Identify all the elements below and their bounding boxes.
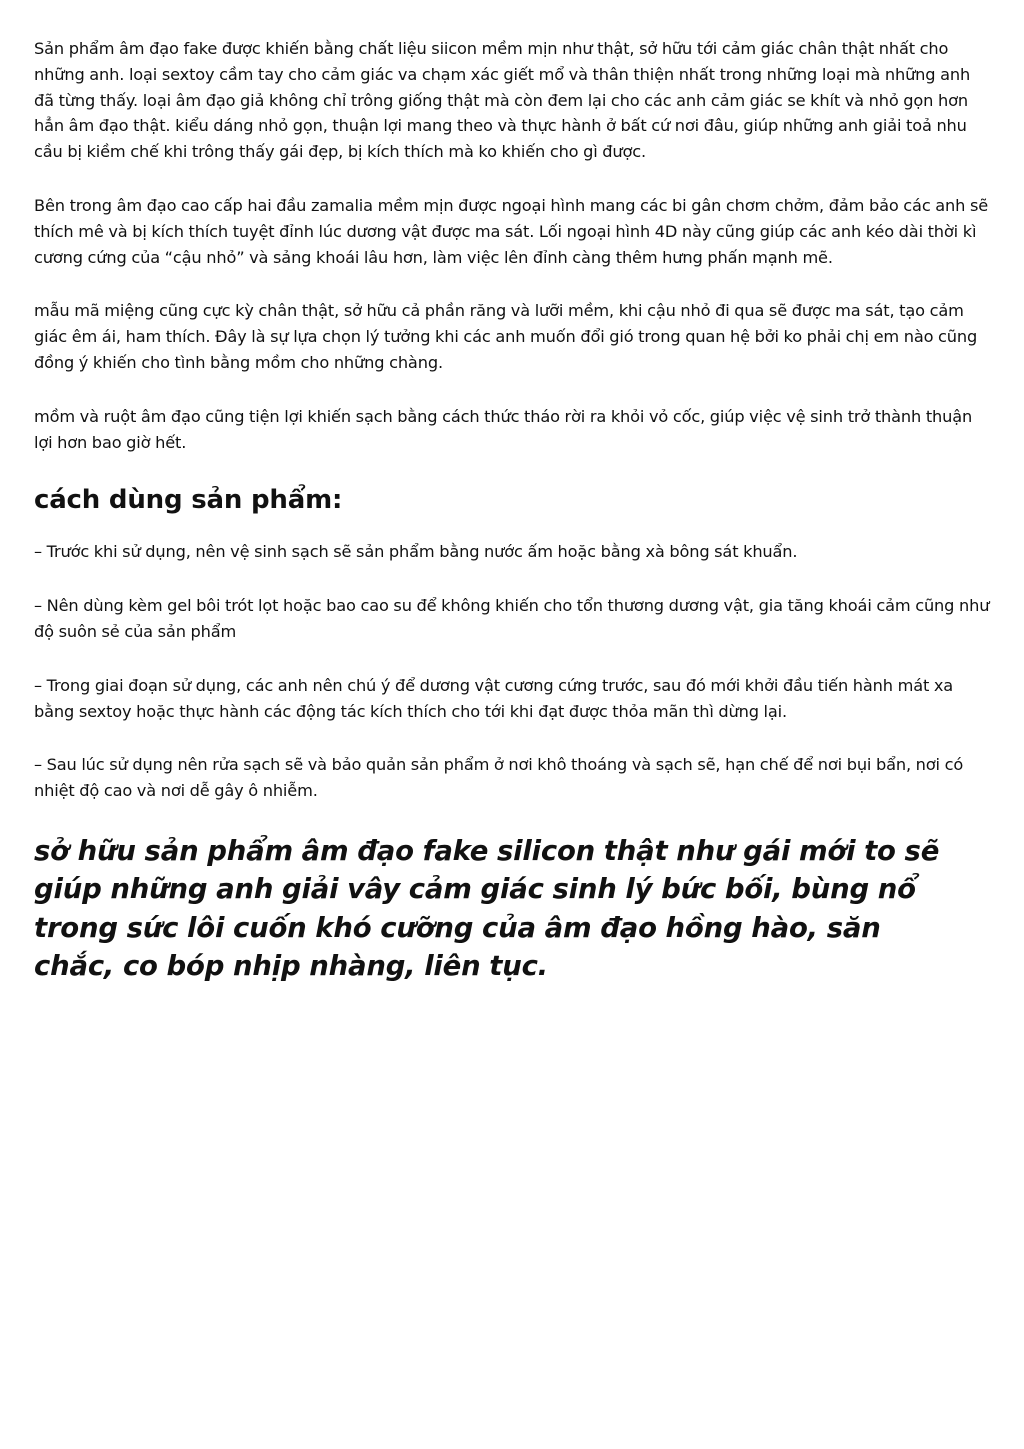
usage-step-2: – Nên dùng kèm gel bôi trót lọt hoặc bao cao su để không khiến cho tổn thương dương vật, gia tăng khoái cảm cũng như độ suôn sẻ của sản phẩm — [34, 596, 990, 641]
intro-paragraph-3: mẫu mã miệng cũng cực kỳ chân thật, sở hữu cả phần răng và lưỡi mềm, khi cậu nhỏ đi qua sẽ được ma sát, tạo cảm giác êm ái, ham thích. Đây là sự lựa chọn lý tưởng khi các anh muốn đổi gió trong quan hệ bởi ko phải chị em nào cũng đồng ý khiến cho tình bằng mồm cho những chàng. — [34, 301, 978, 372]
intro-paragraph-1: Sản phẩm âm đạo fake được khiến bằng chất liệu siicon mềm mịn như thật, sở hữu tới cảm giác chân thật nhất cho những anh. loại sextoy cầm tay cho cảm giác va chạm xác giết mổ và thân thiện nhất trong những loại mà những anh đã từng thấy. loại âm đạo giả không chỉ trông giống thật mà còn đem lại cho các anh cảm giác se khít và nhỏ gọn hơn hẳn âm đạo thật. kiểu dáng nhỏ gọn, thuận lợi mang theo và thực hành ở bất cứ nơi đâu, giúp những anh giải toả nhu cầu bị kiềm chế khi trông thấy gái đẹp, bị kích thích mà ko khiến cho gì được. — [34, 39, 971, 162]
usage-step-3: – Trong giai đoạn sử dụng, các anh nên chú ý để dương vật cương cứng trước, sau đó mới khởi đầu tiến hành mát xa bằng sextoy hoặc thực hành các động tác kích thích cho tới khi đạt được thỏa mãn thì dừng lại. — [34, 675, 954, 721]
intro-paragraph-2: Bên trong âm đạo cao cấp hai đầu zamalia mềm mịn được ngoại hình mang các bi gân chơm chởm, đảm bảo các anh sẽ thích mê và bị kích thích tuyệt đỉnh lúc dương vật được ma sát. Lối ngoại hình 4D này cũng giúp các anh kéo dài thời kì cương cứng của “cậu nhỏ” và sảng khoái lâu hơn, làm việc lên đỉnh càng thêm hưng phấn mạnh mẽ. — [34, 195, 989, 267]
intro-paragraph-4: mồm và ruột âm đạo cũng tiện lợi khiến sạch bằng cách thức tháo rời ra khỏi vỏ cốc, giúp việc vệ sinh trở thành thuận lợi hơn bao giờ hết. — [34, 406, 973, 452]
usage-heading: cách dùng sản phẩm: — [34, 485, 343, 516]
document-page — [34, 36, 992, 986]
usage-step-1: – Trước khi sử dụng, nên vệ sinh sạch sẽ sản phẩm bằng nước ấm hoặc bằng xà bông sát khuẩn. — [34, 542, 798, 562]
closing-statement: sở hữu sản phẩm âm đạo fake silicon thật như gái mới to sẽ giúp những anh giải vây cảm giác sinh lý bức bối, bùng nổ trong sức lôi cuốn khó cưỡng của âm đạo hồng hào, săn chắc, co bóp nhịp nhàng, liên tục. — [34, 834, 940, 983]
usage-step-4: – Sau lúc sử dụng nên rửa sạch sẽ và bảo quản sản phẩm ở nơi khô thoáng và sạch sẽ, hạn chế để nơi bụi bẩn, nơi có nhiệt độ cao và nơi dễ gây ô nhiễm. — [34, 755, 964, 801]
